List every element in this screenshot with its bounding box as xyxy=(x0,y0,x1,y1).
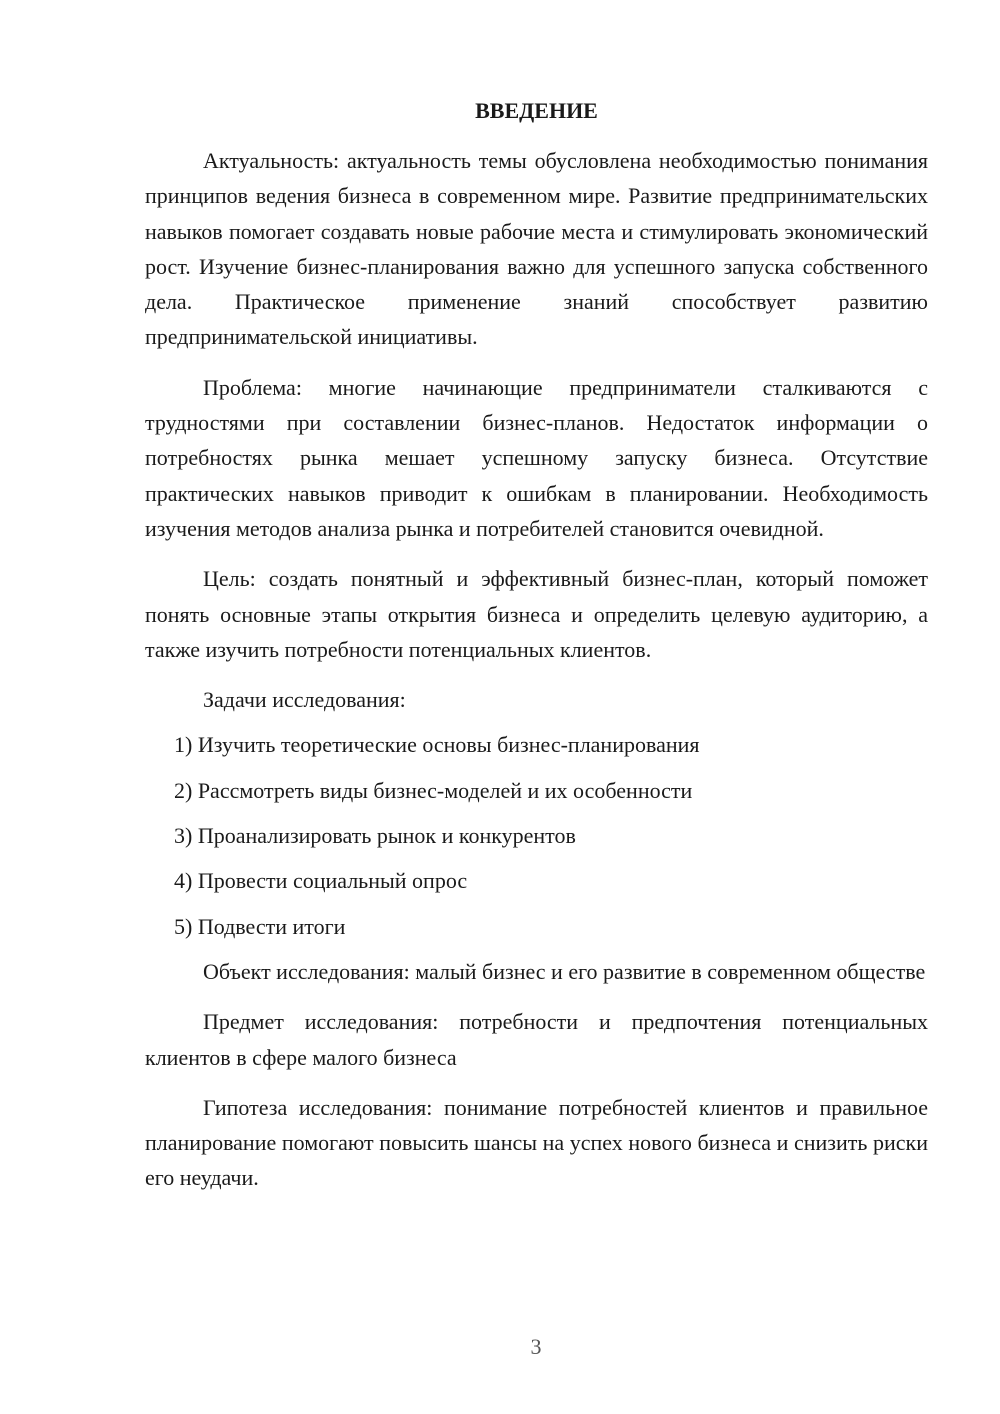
paragraph-hypothesis: Гипотеза исследования: понимание потребностей клиентов и правильное планирование помогают повысить шансы на успех нового бизнеса и снизить риски его неудачи. xyxy=(145,1094,928,1191)
task-item: 3) Проанализировать рынок и конкурентов xyxy=(174,823,576,849)
paragraph-goal: Цель: создать понятный и эффективный бизнес-план, который поможет понять основные этапы открытия бизнеса и определить целевую аудиторию, а также изучить потребности потенциальных клиентов. xyxy=(145,566,928,662)
tasks-list xyxy=(145,727,928,943)
tasks-intro: Задачи исследования: xyxy=(203,687,406,713)
paragraph-relevance: Актуальность: актуальность темы обусловлена необходимостью понимания принципов ведения бизнеса в современном мире. Развитие предпринимательских навыков помогает создавать новые рабочие места и стимулировать экономический рост. Изучение бизнес-планирования важно для успешного запуска собственного дела. Практическое применение знаний способствует развитию предпринимательской инициативы. xyxy=(145,148,928,350)
paragraph-object: Объект исследования: малый бизнес и его развитие в современном обществе xyxy=(203,958,926,984)
task-item: 5) Подвести итоги xyxy=(174,913,346,939)
document-body xyxy=(145,143,928,1196)
task-item: 1) Изучить теоретические основы бизнес-планирования xyxy=(174,732,700,758)
page-number: 3 xyxy=(530,1334,542,1359)
task-item: 4) Провести социальный опрос xyxy=(174,868,468,894)
paragraph-problem: Проблема: многие начинающие предприниматели сталкиваются с трудностями при составлении бизнес-планов. Недостаток информации о потребностях рынка мешает успешному запуску бизнеса. Отсутствие практических навыков приводит к ошибкам в планировании. Необходимость изучения методов анализа рынка и потребителей становится очевидной. xyxy=(145,374,928,541)
page-heading: ВВЕДЕНИЕ xyxy=(475,98,598,123)
task-item: 2) Рассмотреть виды бизнес-моделей и их особенности xyxy=(174,777,693,803)
paragraph-subject: Предмет исследования: потребности и предпочтения потенциальных клиентов в сфере малого бизнеса xyxy=(145,1009,928,1070)
